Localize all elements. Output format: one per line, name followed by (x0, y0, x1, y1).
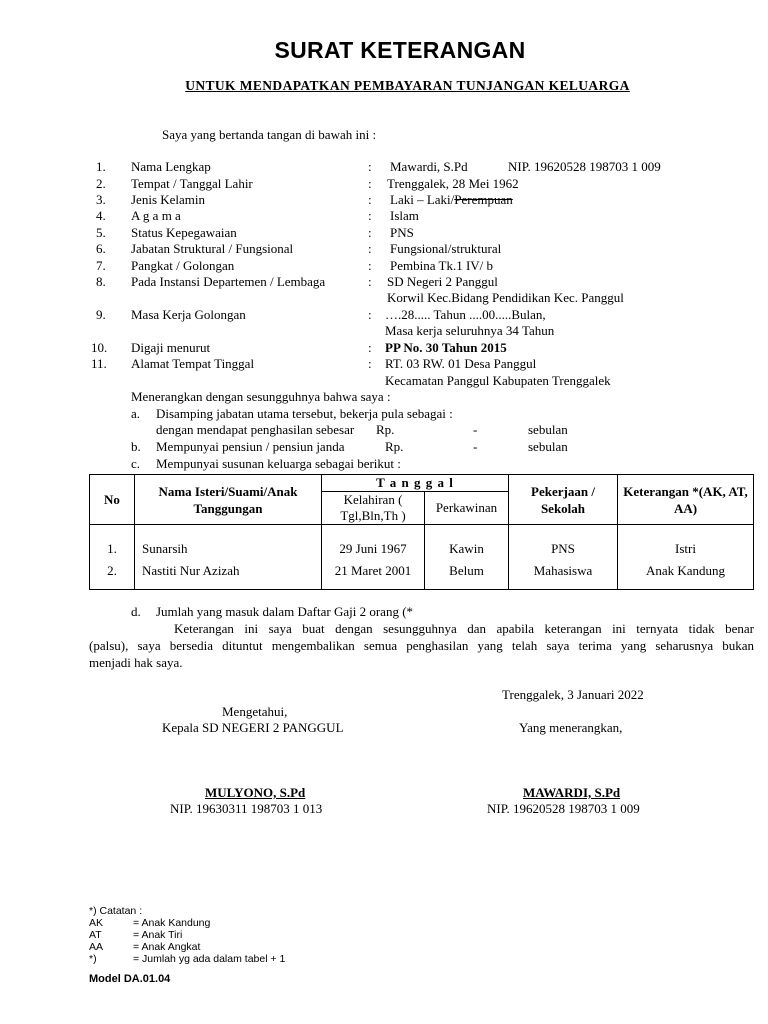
field-value: ….28..... Tahun ....00.....Bulan, (385, 307, 546, 322)
field-value: RT. 03 RW. 01 Desa Panggul (385, 356, 537, 371)
field-colon: : (368, 192, 372, 207)
item-a-text2: dengan mendapat penghasilan sebesar (156, 422, 355, 437)
row-no: 2. (107, 563, 117, 578)
right-signer-nip: NIP. 19620528 198703 1 009 (487, 801, 640, 816)
item-d-text: Jumlah yang masuk dalam Daftar Gaji 2 orang (* (156, 604, 414, 619)
field-value-line2: Masa kerja seluruhnya 34 Tahun (385, 323, 555, 338)
field-no: 4. (96, 208, 106, 223)
item-letter: b. (131, 439, 141, 454)
col-header-job: Pekerjaan / Sekolah (509, 475, 618, 525)
row-name: Nastiti Nur Azizah (142, 563, 240, 578)
note-value: = Anak Tiri (133, 929, 183, 941)
field-value: SD Negeri 2 Panggul (387, 274, 498, 289)
field-value: Islam (390, 208, 419, 223)
field-label: Digaji menurut (131, 340, 211, 355)
family-table (89, 474, 754, 590)
right-title: Yang menerangkan, (519, 720, 623, 735)
field-no: 7. (96, 258, 106, 273)
dash: - (473, 422, 478, 437)
col-header-name: Nama Isteri/Suami/Anak Tanggungan (135, 475, 322, 525)
note-value: = Jumlah yg ada dalam tabel + 1 (133, 953, 286, 965)
field-no: 9. (96, 307, 106, 322)
field-value: Laki – Laki/Perempuan (390, 192, 513, 207)
field-label: Jenis Kelamin (131, 192, 206, 207)
table-body-row (90, 525, 754, 590)
field-label: Masa Kerja Golongan (131, 307, 246, 322)
row-marriage: Kawin (449, 541, 484, 556)
field-value: Mawardi, S.Pd (390, 159, 468, 174)
field-label: Pada Instansi Departemen / Lembaga (131, 274, 326, 289)
field-label: Alamat Tempat Tinggal (131, 356, 255, 371)
field-colon: : (368, 208, 372, 223)
field-label: Tempat / Tanggal Lahir (131, 176, 253, 191)
note-key: AA (89, 941, 104, 953)
dash: - (473, 439, 478, 454)
left-title-1: Mengetahui, (222, 704, 288, 719)
field-value: PP No. 30 Tahun 2015 (385, 340, 507, 355)
notes-heading: *) Catatan : (89, 905, 143, 917)
note-key: AK (89, 917, 104, 929)
place-date: Trenggalek, 3 Januari 2022 (502, 687, 644, 702)
col-header-marriage: Perkawinan (425, 492, 509, 525)
sebulan-label: sebulan (528, 422, 568, 437)
field-no: 1. (96, 159, 106, 174)
row-marriage: Belum (449, 563, 484, 578)
field-label: Jabatan Struktural / Fungsional (131, 241, 294, 256)
col-header-birth: Kelahiran ( Tgl,Bln,Th ) (322, 492, 425, 525)
item-letter: d. (131, 604, 141, 619)
item-letter: c. (131, 456, 141, 471)
field-value: Fungsional/struktural (390, 241, 502, 256)
col-header-tanggal: T a n g g a l (322, 475, 509, 492)
rp-label: Rp. (376, 422, 395, 437)
field-colon: : (368, 159, 372, 174)
field-label: Nama Lengkap (131, 159, 211, 174)
field-value: PNS (390, 225, 414, 240)
item-a-text: Disamping jabatan utama tersebut, bekerja pula sebagai : (156, 406, 453, 421)
field-no: 6. (96, 241, 106, 256)
note-value: = Anak Kandung (133, 917, 211, 929)
field-colon: : (368, 307, 372, 322)
left-signer-nip: NIP. 19630311 198703 1 013 (170, 801, 323, 816)
right-signer-name: MAWARDI, S.Pd (523, 785, 621, 800)
col-header-note: Keterangan *(AK, AT, AA) (618, 475, 754, 525)
row-birth: 29 Juni 1967 (339, 541, 407, 556)
field-value: Pembina Tk.1 IV/ b (390, 258, 494, 273)
field-label: A g a m a (131, 208, 181, 223)
row-job: PNS (551, 541, 575, 556)
field-value-line2: Kecamatan Panggul Kabupaten Trenggalek (385, 373, 611, 388)
field-colon: : (368, 241, 372, 256)
struck-option: Perempuan (454, 192, 513, 207)
statement-line2: (palsu), saya bersedia dituntut mengembalikan semua penghasilan yang telah saya terima yang seharusnya bukan (89, 638, 754, 653)
note-value: = Anak Angkat (133, 941, 201, 953)
field-colon: : (368, 340, 372, 355)
row-name: Sunarsih (142, 541, 188, 556)
field-nip: NIP. 19620528 198703 1 009 (508, 159, 661, 174)
document-subtitle: UNTUK MENDAPATKAN PEMBAYARAN TUNJANGAN KELUARGA (185, 78, 630, 93)
field-no: 8. (96, 274, 106, 289)
declaration-heading: Menerangkan dengan sesungguhnya bahwa saya : (131, 389, 391, 404)
col-header-no: No (90, 475, 135, 525)
item-letter: a. (131, 406, 141, 421)
field-no: 10. (91, 340, 108, 355)
row-birth: 21 Maret 2001 (334, 563, 412, 578)
field-value: Trenggalek, 28 Mei 1962 (387, 176, 519, 191)
row-no: 1. (107, 541, 117, 556)
field-no: 5. (96, 225, 106, 240)
rp-label: Rp. (385, 439, 404, 454)
note-key: *) (89, 953, 97, 965)
sebulan-label: sebulan (528, 439, 568, 454)
note-key: AT (89, 929, 102, 941)
field-no: 2. (96, 176, 106, 191)
left-signer-name: MULYONO, S.Pd (205, 785, 306, 800)
field-colon: : (368, 176, 372, 191)
statement-line1: Keterangan ini saya buat dengan sesungguhnya dan apabila keterangan ini ternyata tidak benar (174, 621, 754, 636)
field-colon: : (368, 274, 372, 289)
field-colon: : (368, 258, 372, 273)
row-note: Istri (675, 541, 696, 556)
table-header-row (90, 475, 754, 492)
field-colon: : (368, 356, 372, 371)
field-value-line2: Korwil Kec.Bidang Pendidikan Kec. Panggul (387, 290, 624, 305)
model-code: Model DA.01.04 (89, 973, 171, 985)
item-b-text: Mempunyai pensiun / pensiun janda (156, 439, 345, 454)
row-note: Anak Kandung (645, 563, 726, 578)
left-title-2: Kepala SD NEGERI 2 PANGGUL (162, 720, 344, 735)
field-colon: : (368, 225, 372, 240)
statement-line3: menjadi hak saya. (89, 655, 183, 670)
field-no: 3. (96, 192, 106, 207)
document-title: SURAT KETERANGAN (274, 37, 526, 63)
field-no: 11. (91, 356, 107, 371)
field-label: Status Kepegawaian (131, 225, 237, 240)
item-c-text: Mempunyai susunan keluarga sebagai berikut : (156, 456, 401, 471)
field-label: Pangkat / Golongan (131, 258, 235, 273)
intro-text: Saya yang bertanda tangan di bawah ini : (162, 127, 377, 142)
row-job: Mahasiswa (533, 563, 593, 578)
